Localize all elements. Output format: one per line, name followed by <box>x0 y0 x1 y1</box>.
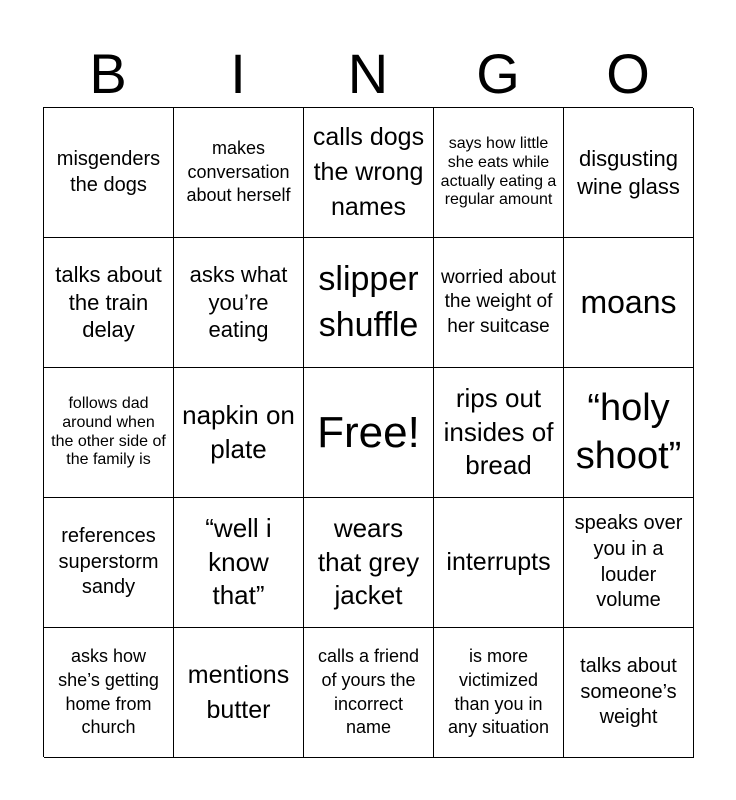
bingo-cell[interactable] <box>434 628 564 758</box>
cell-text: follows dad around when the other side of the family is <box>51 394 166 469</box>
header-letter-b: B <box>89 42 127 105</box>
cell-text: says how little she eats while actually eating a regular amount <box>440 134 557 209</box>
bingo-cell[interactable] <box>434 498 564 628</box>
bingo-cell[interactable] <box>174 238 304 368</box>
bingo-cell[interactable] <box>564 628 694 758</box>
header-letter-i: I <box>230 42 246 105</box>
cell-text: is more victimized than you in any situation <box>447 646 550 738</box>
cell-text: makes conversation about herself <box>186 137 291 206</box>
bingo-cell[interactable] <box>564 238 694 368</box>
cell-text: mentions butter <box>187 660 290 724</box>
free-space-text: Free! <box>317 407 420 457</box>
header-letter-n: N <box>347 42 389 105</box>
cell-text: napkin on plate <box>182 399 295 464</box>
bingo-cell[interactable] <box>44 238 174 368</box>
free-space-cell[interactable] <box>304 368 434 498</box>
bingo-cell[interactable] <box>564 108 694 238</box>
bingo-cell[interactable] <box>174 498 304 628</box>
bingo-cell[interactable] <box>564 368 694 498</box>
bingo-cell[interactable] <box>434 368 564 498</box>
cell-text: talks about someone’s weight <box>580 655 677 729</box>
cell-text: slipper shuffle <box>318 259 419 344</box>
cell-text: “well i know that” <box>205 512 272 611</box>
cell-text: references superstorm sandy <box>58 525 159 599</box>
bingo-cell[interactable] <box>44 628 174 758</box>
bingo-cell[interactable] <box>304 238 434 368</box>
bingo-cell[interactable] <box>44 108 174 238</box>
cell-text: rips out insides of bread <box>443 382 554 481</box>
bingo-cell[interactable] <box>174 108 304 238</box>
header-letter-o: O <box>606 42 650 105</box>
cell-text: “holy shoot” <box>575 387 682 477</box>
cell-text: wears that grey jacket <box>317 512 420 611</box>
cell-text: asks what you’re eating <box>189 261 288 343</box>
cell-text: talks about the train delay <box>55 261 162 343</box>
bingo-cell[interactable] <box>174 368 304 498</box>
bingo-cell[interactable] <box>304 108 434 238</box>
header-letter-g: G <box>476 42 520 105</box>
bingo-board <box>43 107 693 757</box>
cell-text: misgenders the dogs <box>56 147 161 196</box>
bingo-cell[interactable] <box>174 628 304 758</box>
bingo-cell[interactable] <box>304 498 434 628</box>
bingo-cell[interactable] <box>304 628 434 758</box>
bingo-cell[interactable] <box>564 498 694 628</box>
cell-text: calls dogs the wrong names <box>312 123 425 221</box>
cell-text: interrupts <box>446 548 551 576</box>
bingo-header <box>43 40 693 108</box>
cell-text: moans <box>580 284 677 321</box>
cell-text: worried about the weight of her suitcase <box>440 267 557 337</box>
bingo-cell[interactable] <box>44 368 174 498</box>
bingo-cell[interactable] <box>44 498 174 628</box>
cell-text: speaks over you in a louder volume <box>574 512 683 612</box>
cell-text: asks how she’s getting home from church <box>58 646 159 738</box>
cell-text: calls a friend of yours the incorrect name <box>317 646 420 738</box>
bingo-cell[interactable] <box>434 108 564 238</box>
cell-text: disgusting wine glass <box>577 145 680 199</box>
bingo-cell[interactable] <box>434 238 564 368</box>
